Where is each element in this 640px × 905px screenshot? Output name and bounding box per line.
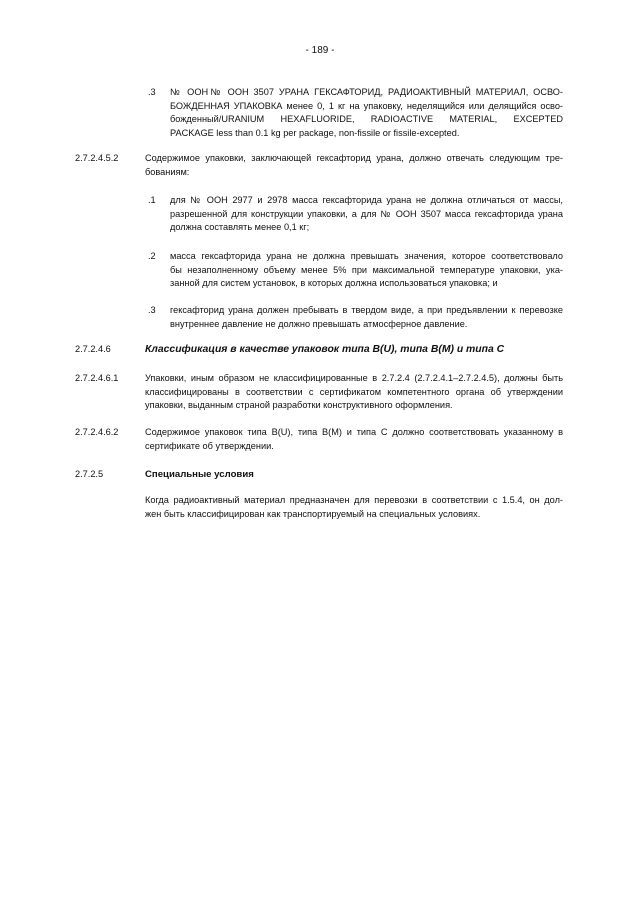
text-line: для № ООН 2977 и 2978 масса гексафторида урана не должна отличаться от массы, xyxy=(170,195,563,205)
text-line: БОЖДЕННАЯ УПАКОВКА менее 0, 1 кг на упаковку, неделящийся или делящийся осво- xyxy=(170,100,563,111)
text-line: внутреннее давление не должно превышать атмосферное давление. xyxy=(170,318,468,329)
text-line: № ООН№ ООН 3507 УРАНА ГЕКСАФТОРИД, РАДИОАКТИВНЫЙ МАТЕРИАЛ, ОСВО- xyxy=(170,87,563,97)
text-line: классифицированы в соответствии с сертификатом компетентного органа об утверждении xyxy=(145,386,563,397)
text-line: занной для систем установок, в которых должна использоваться упаковка; и xyxy=(170,278,498,288)
section-heading-2-7-2-4-6: Классификация в качестве упаковок типа B(U), типа B(M) и типа C xyxy=(145,344,505,355)
text-line: гексафторид урана должен пребывать в твердом виде, а при предъявлении к перевозке xyxy=(170,305,563,315)
section-number-2-7-2-4-6-1: 2.7.2.4.6.1 xyxy=(75,373,119,383)
text-line: жен быть классифицирован как транспортируемый на специальных условиях. xyxy=(145,508,481,519)
text-line: Упаковки, иным образом не классифицированные в 2.7.2.4 (2.7.2.4.1–2.7.2.4.5), должны быть xyxy=(145,373,563,383)
text-line: масса гексафторида урана не должна превышать значения, которое соответствовало xyxy=(170,251,563,261)
page-number: - 189 - xyxy=(305,45,335,56)
text-line: упаковки, выданным страной разработки конструктивного оформления. xyxy=(145,400,453,410)
section-number-2-7-2-4-5-2: 2.7.2.4.5.2 xyxy=(75,153,119,163)
text-line: должна составлять менее 0,1 кг; xyxy=(170,222,310,232)
item-2-marker: .2 xyxy=(148,251,156,261)
section-number-2-7-2-4-6-2: 2.7.2.4.6.2 xyxy=(75,427,119,437)
text-line: сертификате об утверждении. xyxy=(145,440,274,451)
item-3-marker: .3 xyxy=(148,305,156,315)
section-heading-2-7-2-5: Специальные условия xyxy=(145,469,254,480)
section-text-2-7-2-5 xyxy=(145,494,563,521)
section-number-2-7-2-5: 2.7.2.5 xyxy=(75,469,104,479)
text-line: божденный/URANIUM HEXAFLUORIDE, RADIOACTIVE MATERIAL, EXCEPTED xyxy=(170,114,563,124)
text-line: бованиям: xyxy=(145,166,190,177)
text-line: разрешенной для конструкции упаковки, а для № ООН 3507 масса гексафторида урана xyxy=(170,208,563,219)
text-line: PACKAGE less than 0.1 kg per package, non-fissile or fissile-excepted. xyxy=(170,127,460,138)
item-3-text xyxy=(170,304,563,331)
text-line: Содержимое упаковки, заключающей гексафторид урана, должно отвечать следующим тре- xyxy=(145,153,563,163)
section-text-2-7-2-4-6-1 xyxy=(145,372,563,413)
entry-3507-text xyxy=(170,86,563,140)
text-line: бы незаполненному объему менее 5% при максимальной температуре упаковки, ука- xyxy=(170,264,563,275)
section-number-2-7-2-4-6: 2.7.2.4.6 xyxy=(75,344,111,354)
item-1-text xyxy=(170,194,563,235)
item-1-marker: .1 xyxy=(148,195,156,205)
item-2-text xyxy=(170,250,563,291)
text-line: Содержимое упаковок типа B(U), типа B(M) и типа C должно соответствовать указанному в xyxy=(145,427,563,437)
entry-3507-marker: .3 xyxy=(148,87,156,97)
text-line: Когда радиоактивный материал предназначен для перевозки в соответствии с 1.5.4, он дол- xyxy=(145,495,563,505)
section-text-2-7-2-4-6-2 xyxy=(145,426,563,453)
section-text-2-7-2-4-5-2 xyxy=(145,152,563,179)
